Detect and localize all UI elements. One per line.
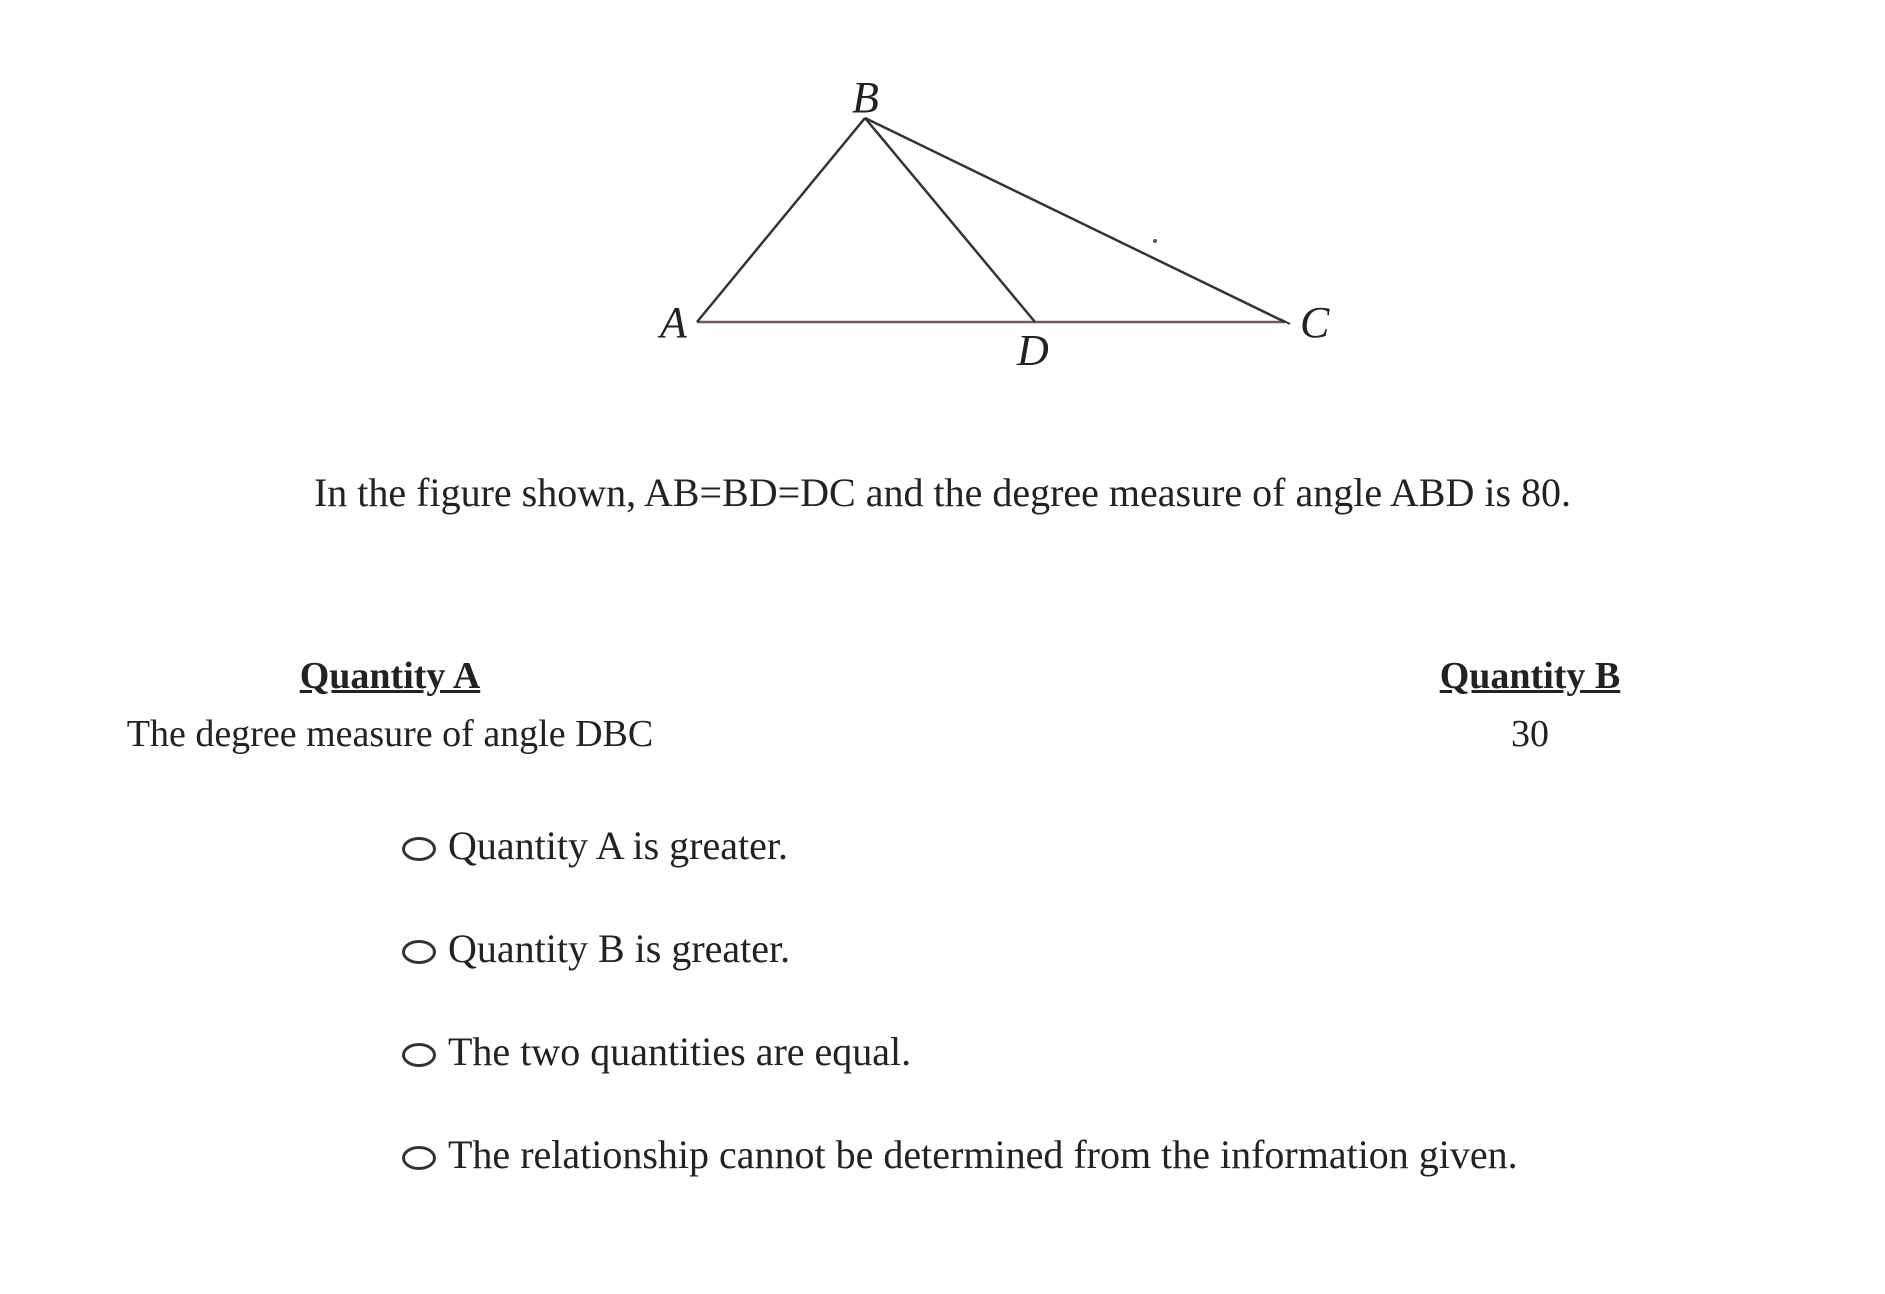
segment-bc [865, 118, 1285, 322]
radio-button-icon[interactable] [402, 1146, 436, 1170]
segment-bd [865, 118, 1035, 322]
choice-label: The relationship cannot be determined from the information given. [448, 1132, 1518, 1177]
stray-dot [1153, 239, 1157, 243]
vertex-label-d: D [1017, 326, 1049, 375]
vertex-label-a: A [660, 298, 687, 347]
choice-label: The two quantities are equal. [448, 1029, 912, 1074]
choice-label: Quantity B is greater. [448, 926, 791, 971]
vertex-label-c: C [1300, 298, 1330, 347]
vertex-label-b: B [852, 73, 879, 122]
triangle-figure [0, 0, 1885, 400]
radio-button-icon[interactable] [402, 1043, 436, 1067]
quantity-a-heading: Quantity A [299, 655, 481, 697]
radio-button-icon[interactable] [402, 940, 436, 964]
choice-cannot-determine[interactable] [402, 1127, 1702, 1183]
choice-label: Quantity A is greater. [448, 823, 788, 868]
segment-ab [697, 118, 865, 322]
quantity-b-column [1380, 648, 1680, 762]
triangle-diagram [0, 0, 1885, 400]
quantity-a-column [90, 648, 690, 762]
quantity-b-value: 30 [1511, 713, 1549, 755]
choice-b-greater[interactable] [402, 921, 1702, 977]
radio-button-icon[interactable] [402, 837, 436, 861]
choice-a-greater[interactable] [402, 818, 1702, 874]
choice-equal[interactable] [402, 1024, 1702, 1080]
quantity-a-value: The degree measure of angle DBC [126, 713, 654, 755]
problem-statement: In the figure shown, AB=BD=DC and the degree measure of angle ABD is 80. [313, 470, 1572, 515]
quantity-b-heading: Quantity B [1439, 655, 1621, 697]
answer-choices [402, 818, 1702, 1230]
